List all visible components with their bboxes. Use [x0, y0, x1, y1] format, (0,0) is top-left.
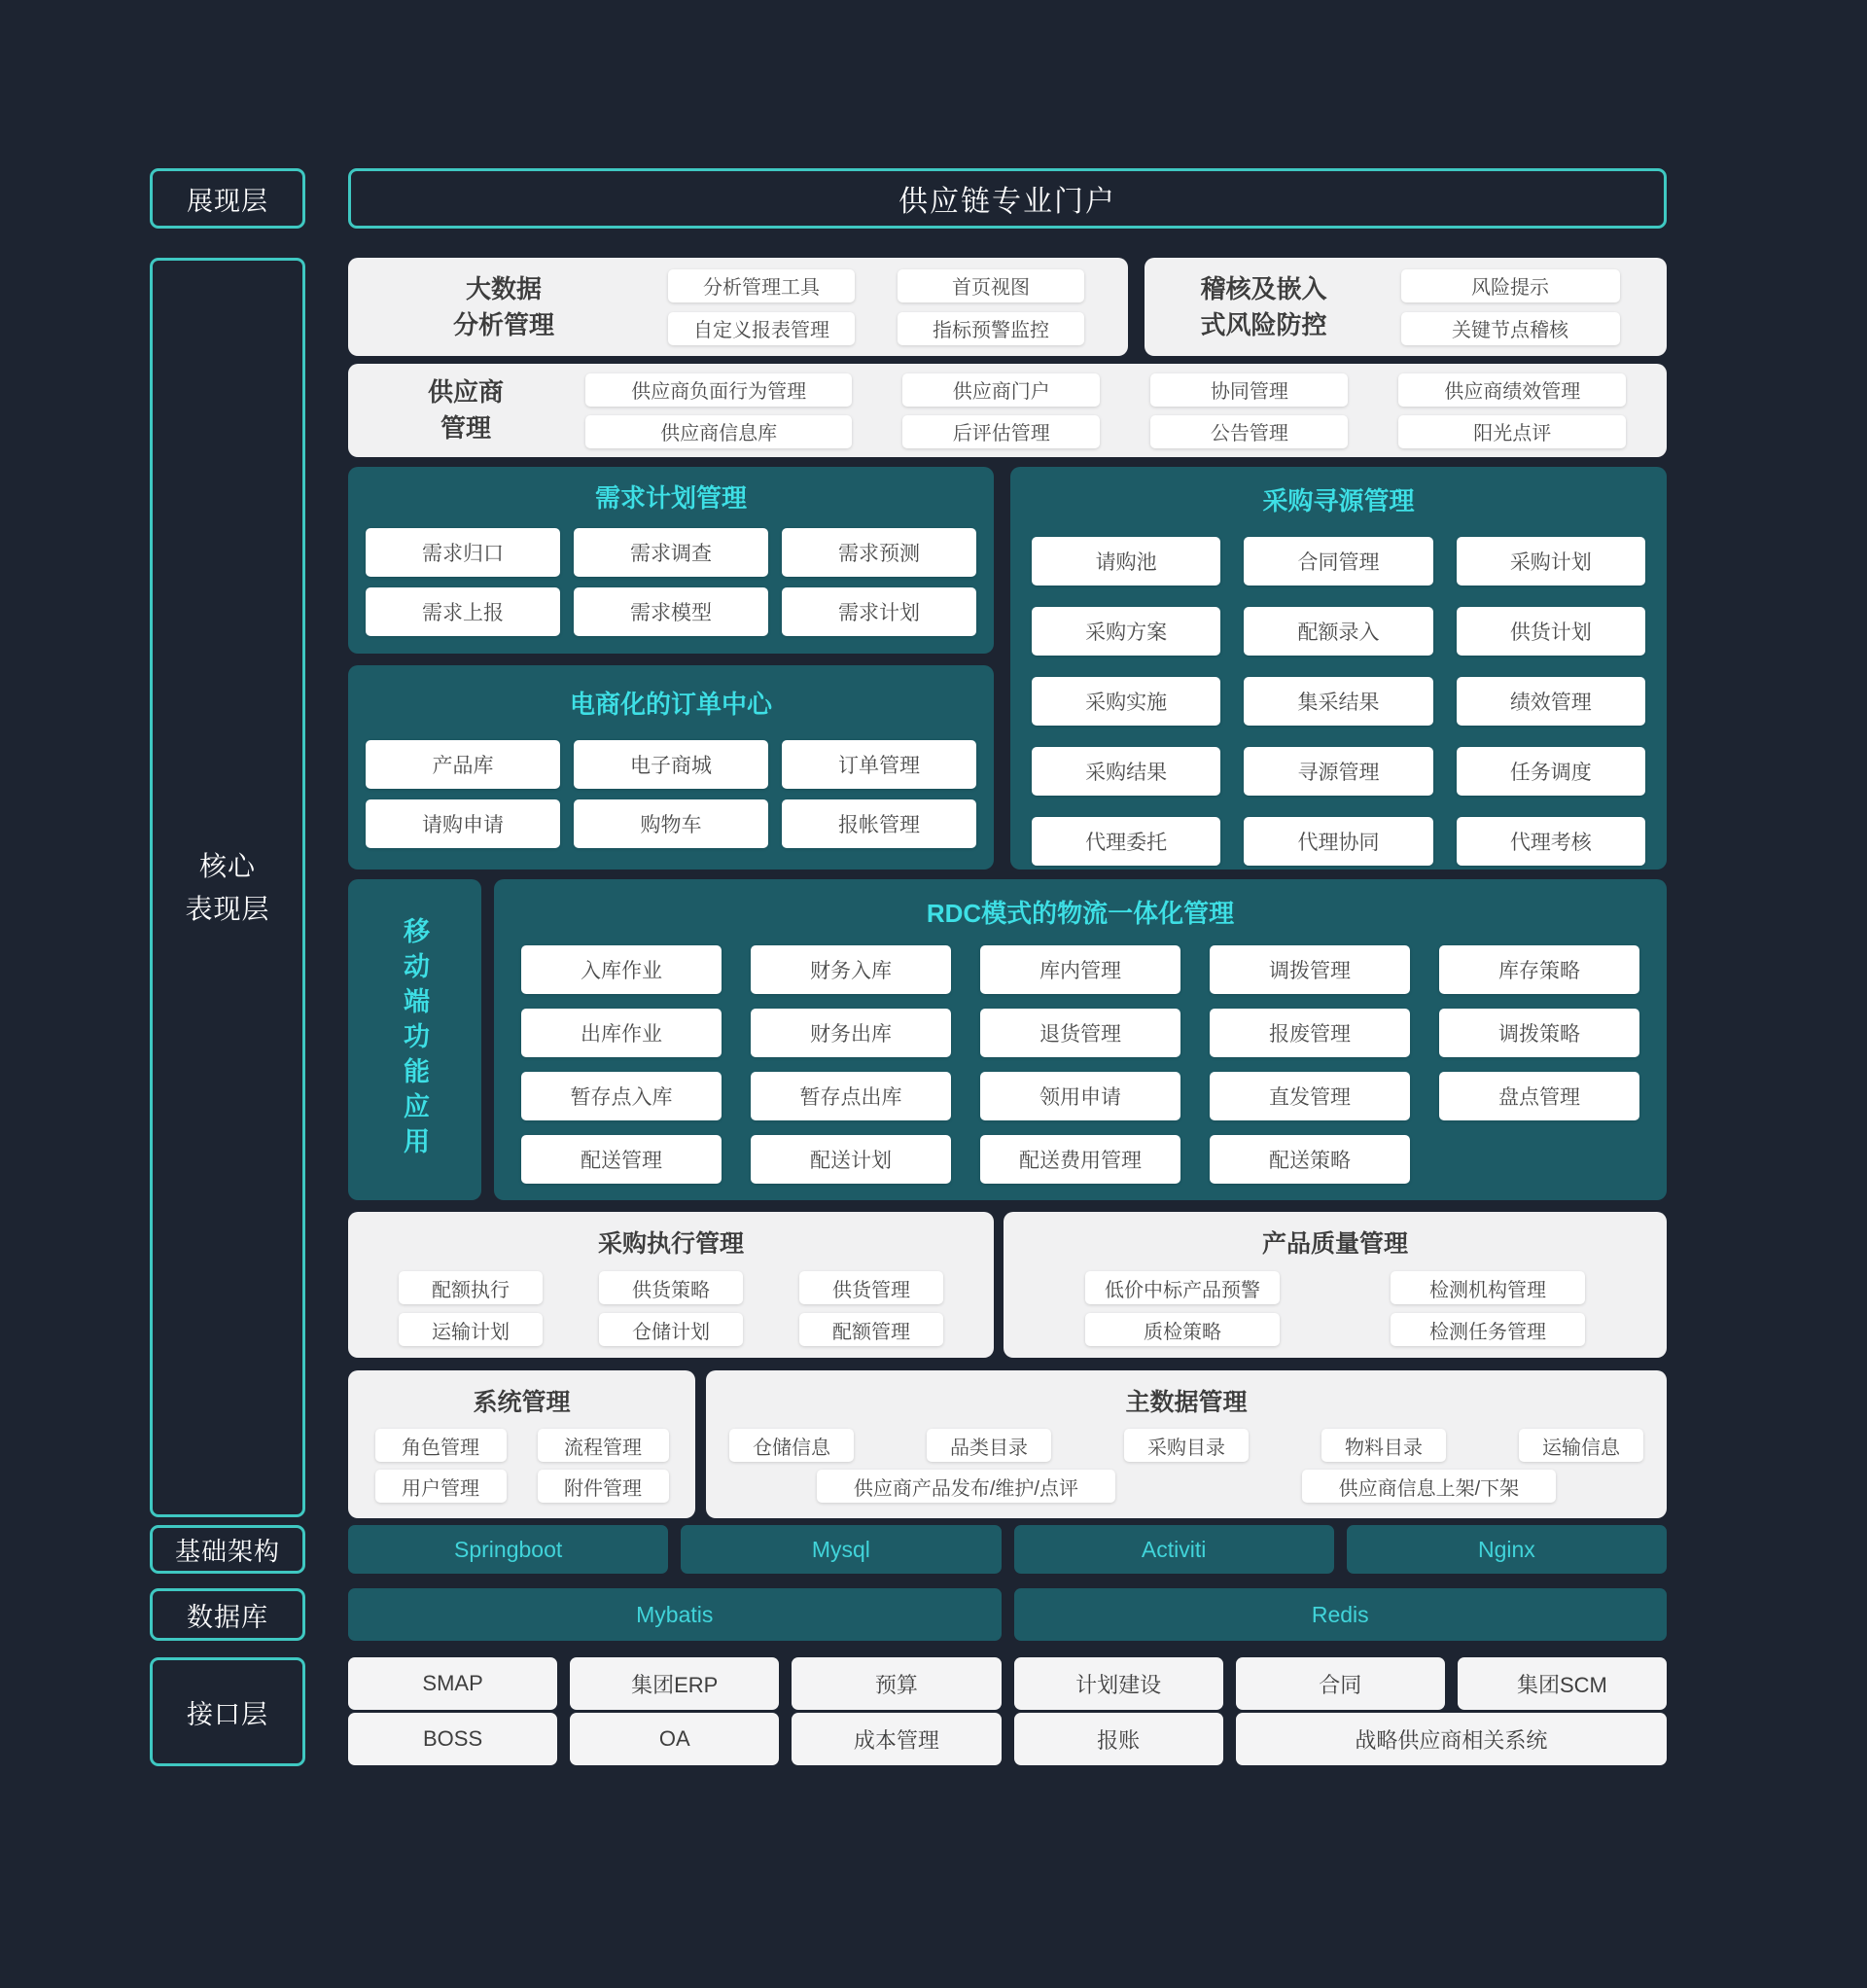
row-database	[348, 1588, 1667, 1641]
module-item: 配额录入	[1244, 607, 1432, 656]
row-analytics-audit	[348, 258, 1667, 356]
module-item: 配送费用管理	[980, 1135, 1180, 1184]
layer-label-core	[150, 258, 305, 1517]
module-item: 低价中标产品预警	[1085, 1271, 1280, 1304]
module-item: 代理委托	[1032, 817, 1220, 866]
interface-item: 集团ERP	[570, 1657, 779, 1710]
module-item: 需求调查	[574, 528, 768, 577]
module-item: 需求归口	[366, 528, 560, 577]
module-item: 库内管理	[980, 945, 1180, 994]
section-order-center	[348, 665, 994, 870]
section-master-data	[706, 1370, 1667, 1518]
row-infrastructure	[348, 1525, 1667, 1574]
module-item: 供应商信息库	[585, 415, 852, 448]
module-item: 供应商产品发布/维护/点评	[817, 1470, 1115, 1503]
section-title: 需求计划管理	[594, 483, 747, 513]
module-item: 代理协同	[1244, 817, 1432, 866]
module-item: 协同管理	[1150, 373, 1348, 407]
module-item: 财务出库	[751, 1009, 951, 1057]
layer-label-infrastructure	[150, 1525, 305, 1574]
module-item: 请购池	[1032, 537, 1220, 586]
module-item: 公告管理	[1150, 415, 1348, 448]
module-grid	[521, 945, 1639, 1184]
module-item: 角色管理	[375, 1429, 507, 1462]
module-item: 集采结果	[1244, 677, 1432, 726]
module-item: 采购实施	[1032, 677, 1220, 726]
module-item: 寻源管理	[1244, 747, 1432, 796]
module-grid	[364, 1429, 680, 1503]
section-title: 电商化的订单中心	[569, 690, 772, 719]
main-column	[348, 0, 1667, 1988]
section-mobile-apps	[348, 879, 481, 1200]
tech-item: Springboot	[348, 1525, 668, 1574]
module-item: 检测机构管理	[1391, 1271, 1585, 1304]
module-item: 配送管理	[521, 1135, 722, 1184]
section-demand-planning	[348, 467, 994, 654]
module-grid	[368, 1271, 974, 1346]
module-item: 电子商城	[574, 740, 768, 789]
layer-label-text: 基础架构	[174, 1536, 280, 1566]
module-item: 订单管理	[782, 740, 976, 789]
module-item: 运输计划	[399, 1313, 543, 1346]
interface-item: 集团SCM	[1458, 1657, 1667, 1710]
module-item: 暂存点出库	[751, 1072, 951, 1120]
module-item: 报废管理	[1210, 1009, 1410, 1057]
section-procurement-execution	[348, 1212, 994, 1358]
module-item: 合同管理	[1244, 537, 1432, 586]
module-item: 阳光点评	[1398, 415, 1626, 448]
module-item: 库存策略	[1439, 945, 1639, 994]
section-procurement-sourcing	[1010, 467, 1667, 870]
module-item: 配送计划	[751, 1135, 951, 1184]
section-title: 稽核及嵌入 式风险防控	[1200, 273, 1327, 339]
module-item: 财务入库	[751, 945, 951, 994]
interface-item: 战略供应商相关系统	[1236, 1713, 1667, 1765]
module-item: 供应商门户	[902, 373, 1100, 407]
module-item: 需求预测	[782, 528, 976, 577]
portal-banner-title: 供应链专业门户	[898, 186, 1116, 218]
module-item: 采购计划	[1457, 537, 1645, 586]
module-item: 采购目录	[1124, 1429, 1249, 1462]
tech-item: Mysql	[681, 1525, 1001, 1574]
interface-item: 合同	[1236, 1657, 1445, 1710]
module-item: 采购方案	[1032, 607, 1220, 656]
row-interface-1	[348, 1657, 1667, 1710]
interface-item: BOSS	[348, 1713, 557, 1765]
module-item: 需求模型	[574, 587, 768, 636]
module-item: 供货计划	[1457, 607, 1645, 656]
section-rdc-logistics	[494, 879, 1667, 1200]
section-system-management	[348, 1370, 695, 1518]
module-item: 代理考核	[1457, 817, 1645, 866]
interface-item: 报账	[1014, 1713, 1223, 1765]
module-item: 供货管理	[799, 1271, 943, 1304]
module-grid	[366, 740, 976, 848]
module-item: 流程管理	[538, 1429, 669, 1462]
module-item: 供应商信息上架/下架	[1302, 1470, 1557, 1503]
section-title: 系统管理	[473, 1389, 571, 1416]
module-item: 直发管理	[1210, 1072, 1410, 1120]
portal-banner	[348, 168, 1667, 229]
module-item: 指标预警监控	[898, 312, 1084, 345]
module-item: 配送策略	[1210, 1135, 1410, 1184]
module-grid	[366, 528, 976, 636]
module-item: 领用申请	[980, 1072, 1180, 1120]
module-item: 产品库	[366, 740, 560, 789]
interface-item: 成本管理	[792, 1713, 1001, 1765]
module-item: 需求计划	[782, 587, 976, 636]
section-audit-risk	[1145, 258, 1667, 356]
module-item: 需求上报	[366, 587, 560, 636]
module-grid	[1373, 269, 1647, 345]
module-item: 入库作业	[521, 945, 722, 994]
layer-label-text: 展现层	[187, 186, 268, 216]
layer-label-text: 核心	[198, 851, 256, 882]
module-item: 首页视图	[898, 269, 1084, 302]
layer-label-text: 表现层	[185, 893, 270, 924]
section-product-quality	[1004, 1212, 1667, 1358]
module-item: 调拨管理	[1210, 945, 1410, 994]
module-item: 报帐管理	[782, 799, 976, 848]
module-item: 质检策略	[1085, 1313, 1280, 1346]
layer-label-text: 接口层	[187, 1699, 268, 1729]
section-title: 供应商 管理	[427, 377, 504, 443]
row-interface-2	[348, 1713, 1667, 1765]
section-supplier-management	[348, 364, 1667, 457]
section-title: 产品质量管理	[1261, 1230, 1408, 1258]
module-item: 任务调度	[1457, 747, 1645, 796]
tech-item: Activiti	[1014, 1525, 1334, 1574]
section-bigdata-analytics	[348, 258, 1128, 356]
module-item: 供应商负面行为管理	[585, 373, 852, 407]
module-item: 供应商绩效管理	[1398, 373, 1626, 407]
module-item: 品类目录	[927, 1429, 1051, 1462]
module-item: 配额管理	[799, 1313, 943, 1346]
module-item: 自定义报表管理	[668, 312, 855, 345]
module-item: 采购结果	[1032, 747, 1220, 796]
module-item: 调拨策略	[1439, 1009, 1639, 1057]
section-title: RDC模式的物流一体化管理	[926, 899, 1235, 928]
section-title: 大数据 分析管理	[452, 273, 554, 339]
module-item: 用户管理	[375, 1470, 507, 1503]
interface-item: 计划建设	[1014, 1657, 1223, 1710]
layer-label-interface	[150, 1657, 305, 1766]
layer-label-presentation	[150, 168, 305, 229]
module-item: 配额执行	[399, 1271, 543, 1304]
module-grid	[1032, 537, 1645, 866]
module-grid	[723, 1429, 1649, 1462]
module-grid	[650, 269, 1103, 345]
layer-label-database	[150, 1588, 305, 1641]
module-item: 附件管理	[538, 1470, 669, 1503]
module-item: 暂存点入库	[521, 1072, 722, 1120]
module-item: 供货策略	[599, 1271, 743, 1304]
module-item: 后评估管理	[902, 415, 1100, 448]
module-item: 风险提示	[1401, 269, 1620, 302]
module-grid	[723, 1470, 1649, 1503]
module-item: 盘点管理	[1439, 1072, 1639, 1120]
module-grid	[585, 373, 1626, 448]
tech-item: Redis	[1014, 1588, 1668, 1641]
module-item: 退货管理	[980, 1009, 1180, 1057]
module-item: 运输信息	[1519, 1429, 1643, 1462]
module-item: 仓储计划	[599, 1313, 743, 1346]
module-item: 检测任务管理	[1391, 1313, 1585, 1346]
tech-item: Nginx	[1347, 1525, 1667, 1574]
module-item: 物料目录	[1321, 1429, 1446, 1462]
module-item: 仓储信息	[729, 1429, 854, 1462]
interface-item: SMAP	[348, 1657, 557, 1710]
module-item: 绩效管理	[1457, 677, 1645, 726]
section-title: 主数据管理	[1125, 1389, 1248, 1416]
module-item: 购物车	[574, 799, 768, 848]
section-title: 采购执行管理	[597, 1230, 744, 1258]
interface-item: 预算	[792, 1657, 1001, 1710]
section-title: 采购寻源管理	[1262, 486, 1415, 515]
tech-item: Mybatis	[348, 1588, 1002, 1641]
layer-label-text: 数据库	[187, 1602, 268, 1632]
module-item: 关键节点稽核	[1401, 312, 1620, 345]
module-item: 出库作业	[521, 1009, 722, 1057]
module-item: 分析管理工具	[668, 269, 855, 302]
module-item: 请购申请	[366, 799, 560, 848]
interface-item: OA	[570, 1713, 779, 1765]
module-grid	[1023, 1271, 1647, 1346]
section-title: 移动端功能应用	[400, 917, 429, 1162]
